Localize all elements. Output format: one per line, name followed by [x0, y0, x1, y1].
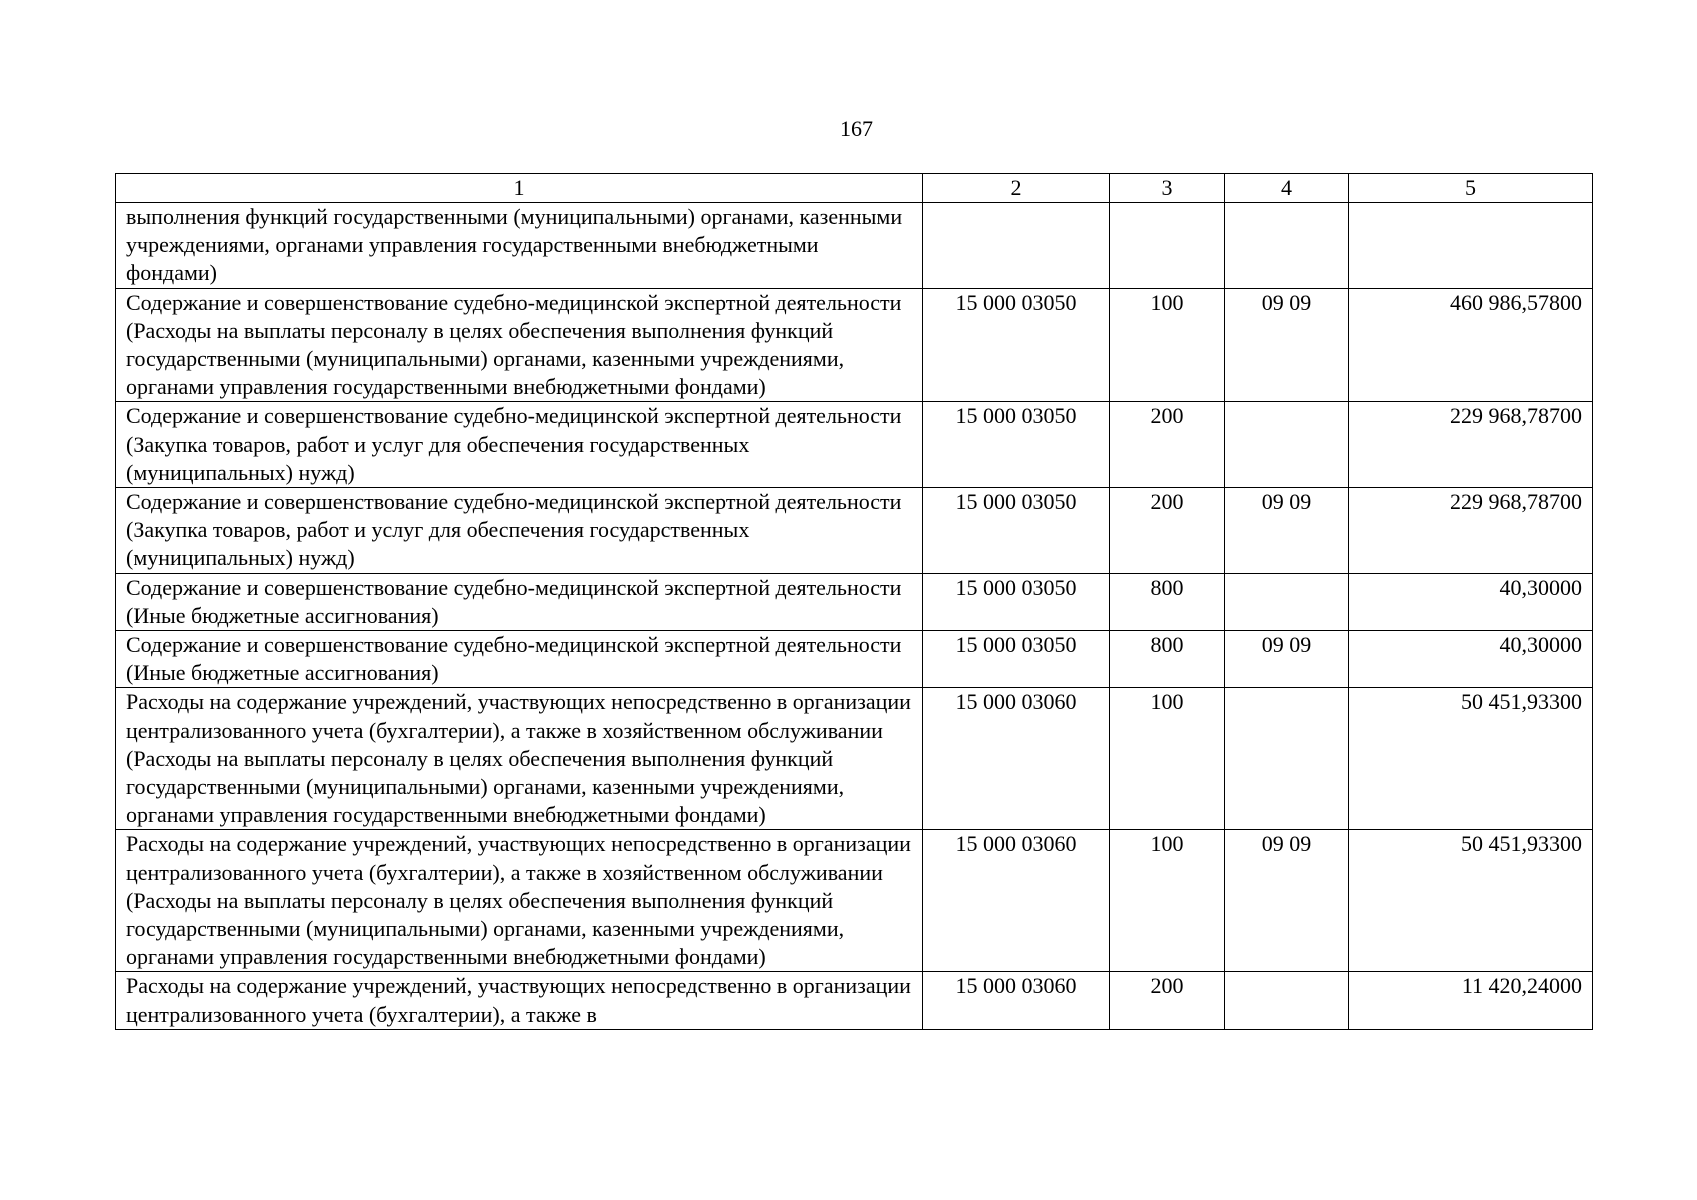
column-header-4: 4	[1225, 174, 1349, 203]
cell-code: 15 000 03050	[923, 573, 1110, 630]
cell-amount: 50 451,93300	[1349, 830, 1593, 972]
column-header-2: 2	[923, 174, 1110, 203]
table-row	[116, 288, 1593, 402]
table-row	[116, 402, 1593, 488]
table-row	[116, 488, 1593, 574]
column-header-3: 3	[1110, 174, 1225, 203]
cell-description: Содержание и совершенствование судебно-медицинской экспертной деятельности (Закупка товаров, работ и услуг для обеспечения государственных (муниципальных) нужд)	[116, 488, 923, 574]
cell-amount: 40,30000	[1349, 631, 1593, 688]
cell-amount: 460 986,57800	[1349, 288, 1593, 402]
cell-expense-type: 100	[1110, 688, 1225, 830]
cell-code: 15 000 03050	[923, 288, 1110, 402]
table-row	[116, 830, 1593, 972]
cell-amount	[1349, 203, 1593, 289]
cell-description: Расходы на содержание учреждений, участвующих непосредственно в организации централизованного учета (бухгалтерии), а также в	[116, 972, 923, 1029]
cell-description: выполнения функций государственными (муниципальными) органами, казенными учреждениями, органами управления государственными внебюджетными фондами)	[116, 203, 923, 289]
page-number: 167	[840, 116, 873, 141]
cell-code: 15 000 03060	[923, 830, 1110, 972]
cell-code: 15 000 03060	[923, 688, 1110, 830]
cell-amount: 40,30000	[1349, 573, 1593, 630]
cell-code: 15 000 03060	[923, 972, 1110, 1029]
table-row	[116, 972, 1593, 1029]
cell-section	[1225, 203, 1349, 289]
cell-expense-type: 100	[1110, 830, 1225, 972]
column-header-5: 5	[1349, 174, 1593, 203]
cell-expense-type: 800	[1110, 631, 1225, 688]
cell-description: Расходы на содержание учреждений, участвующих непосредственно в организации централизованного учета (бухгалтерии), а также в хозяйственном обслуживании (Расходы на выплаты персоналу в целях обеспечения выполнения функций государственными (муниципальными) органами, казенными учреждениями, органами управления государственными внебюджетными фондами)	[116, 830, 923, 972]
cell-section: 09 09	[1225, 488, 1349, 574]
cell-amount: 229 968,78700	[1349, 488, 1593, 574]
cell-amount: 229 968,78700	[1349, 402, 1593, 488]
cell-section: 09 09	[1225, 631, 1349, 688]
column-header-1: 1	[116, 174, 923, 203]
cell-section: 09 09	[1225, 830, 1349, 972]
table-row	[116, 688, 1593, 830]
cell-code: 15 000 03050	[923, 488, 1110, 574]
cell-amount: 50 451,93300	[1349, 688, 1593, 830]
cell-description: Содержание и совершенствование судебно-медицинской экспертной деятельности (Иные бюджетные ассигнования)	[116, 573, 923, 630]
cell-code: 15 000 03050	[923, 631, 1110, 688]
table-row	[116, 573, 1593, 630]
cell-description: Содержание и совершенствование судебно-медицинской экспертной деятельности (Иные бюджетные ассигнования)	[116, 631, 923, 688]
table-header-row	[116, 174, 1593, 203]
cell-expense-type: 200	[1110, 488, 1225, 574]
cell-expense-type	[1110, 203, 1225, 289]
cell-code	[923, 203, 1110, 289]
cell-expense-type: 100	[1110, 288, 1225, 402]
cell-section	[1225, 402, 1349, 488]
table-row	[116, 631, 1593, 688]
cell-section	[1225, 573, 1349, 630]
cell-expense-type: 200	[1110, 972, 1225, 1029]
table-body	[116, 203, 1593, 1030]
cell-code: 15 000 03050	[923, 402, 1110, 488]
budget-table	[115, 173, 1593, 1030]
cell-description: Содержание и совершенствование судебно-медицинской экспертной деятельности (Расходы на выплаты персоналу в целях обеспечения выполнения функций государственными (муниципальными) органами, казенными учреждениями, органами управления государственными внебюджетными фондами)	[116, 288, 923, 402]
cell-section	[1225, 972, 1349, 1029]
cell-section	[1225, 688, 1349, 830]
cell-expense-type: 200	[1110, 402, 1225, 488]
table-row	[116, 203, 1593, 289]
cell-description: Содержание и совершенствование судебно-медицинской экспертной деятельности (Закупка товаров, работ и услуг для обеспечения государственных (муниципальных) нужд)	[116, 402, 923, 488]
cell-description: Расходы на содержание учреждений, участвующих непосредственно в организации централизованного учета (бухгалтерии), а также в хозяйственном обслуживании (Расходы на выплаты персоналу в целях обеспечения выполнения функций государственными (муниципальными) органами, казенными учреждениями, органами управления государственными внебюджетными фондами)	[116, 688, 923, 830]
cell-amount: 11 420,24000	[1349, 972, 1593, 1029]
cell-section: 09 09	[1225, 288, 1349, 402]
cell-expense-type: 800	[1110, 573, 1225, 630]
